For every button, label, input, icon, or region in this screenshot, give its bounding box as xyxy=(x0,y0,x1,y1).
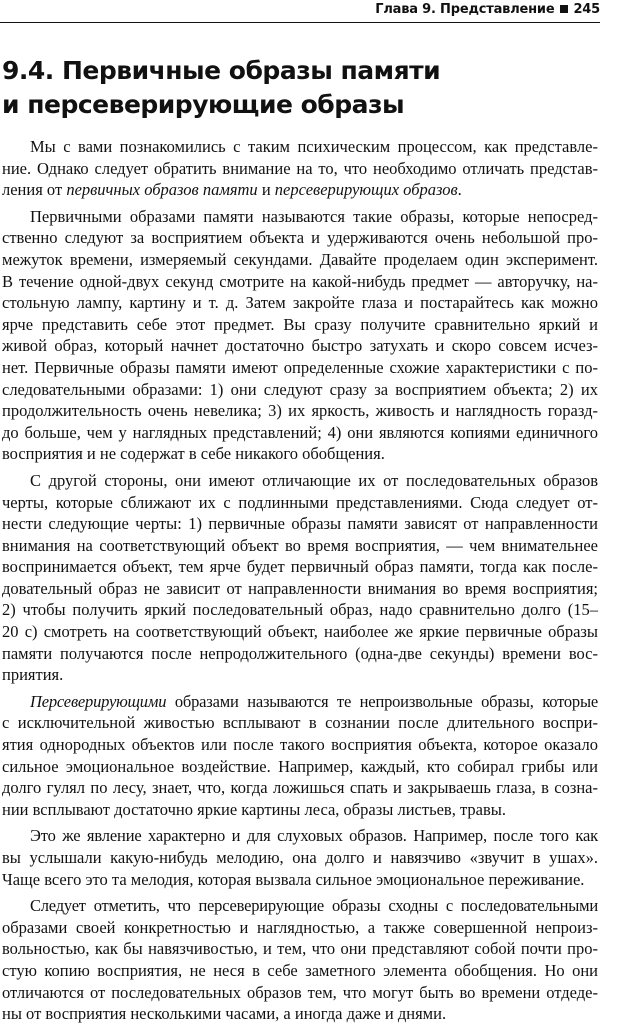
text-line: нии всплывают достаточно яркие картины леса, образы листьев, травы. xyxy=(2,799,506,819)
text-line: отличаются от последовательных образов тем, что могут быть во времени отдеде- xyxy=(2,982,598,1002)
text-line: следовательными образами: 1) они следуют сразу за восприятием объекта; 2) их xyxy=(2,379,598,399)
running-header-text xyxy=(375,2,600,17)
page-number: 245 xyxy=(573,2,600,17)
text-line: вы услышали какую-нибудь мелодию, она долго и навязчиво «звучит в ушах». xyxy=(2,848,598,867)
paragraph xyxy=(2,825,598,890)
text-line: Мы с вами познакомились с таким психическим процессом, как представле- xyxy=(30,137,598,156)
text-line: Чаще всего это та мелодия, которая вызвала сильное эмоциональное переживание. xyxy=(2,869,585,889)
text-line: 2) чтобы получить яркий последовательный образ, надо сравнительно долго (15– xyxy=(2,600,598,620)
text-line: внимания на соответствующий объект во время восприятия, — чем внимательнее xyxy=(2,535,598,555)
text-line: сильное эмоциональное воздействие. Например, каждый, кто собирал грибы или xyxy=(2,756,598,776)
running-header xyxy=(0,0,600,24)
text-line: до больше, чем у наглядных представлений; 4) они являются копиями единичного xyxy=(2,422,598,442)
header-rule xyxy=(0,22,600,23)
text-line: нет. Первичные образы памяти имеют определенные схожие характеристики с по- xyxy=(2,357,598,377)
paragraph xyxy=(2,470,598,686)
square-bullet-icon xyxy=(560,5,568,13)
text-line: восприятия и не содержат в себе никакого обобщения. xyxy=(2,444,385,464)
text-line: ярче представить себе этот предмет. Вы сразу получите сравнительно яркий и xyxy=(2,314,598,334)
paragraph xyxy=(2,895,598,1025)
text-line: черты, которые сближают их с подлинными представлениями. Сюда следует от- xyxy=(2,492,598,512)
text-line: межуток времени, измеряемый секундами. Давайте проделаем один эксперимент. xyxy=(2,249,598,269)
text-line: памяти получаются после непродолжительного (одна-две секунды) времени вос- xyxy=(2,643,598,663)
text-line: ны от восприятия несколькими часами, а иногда даже и днями. xyxy=(2,1004,447,1024)
italic-term: Персеверирующими xyxy=(30,691,167,711)
section-title-line-2: и персеверирующие образы xyxy=(2,90,405,119)
text-line: Это же явление характерно и для слуховых образов. Например, после того как xyxy=(30,826,598,846)
text-line: С другой стороны, они имеют отличающие их от последовательных образов xyxy=(30,470,598,490)
text-line: ятия однородных объектов или после такого восприятия объекта, которое оказало xyxy=(2,735,598,755)
text-line: Персеверирующими образами называются те непроизвольные образы, которые xyxy=(30,691,598,711)
text-line: Первичными образами памяти называются такие образы, которые непосред- xyxy=(30,206,598,226)
text-line: В течение одной-двух секунд смотрите на какой-нибудь предмет — авторучку, на- xyxy=(2,271,598,291)
text-line: живой образ, который начнет достаточно быстро затухать и скоро совсем исчез- xyxy=(2,336,598,356)
italic-term: персеверирующих образов xyxy=(274,180,458,200)
section-title xyxy=(2,54,582,122)
text-line: нести следующие черты: 1) первичные образы памяти зависят от направленности xyxy=(2,514,598,534)
text-line: образами своей конкретностью и наглядностью, а также совершенной непроиз- xyxy=(2,917,598,937)
text-line: ления от первичных образов памяти и персеверирующих образов. xyxy=(2,180,462,200)
paragraph xyxy=(2,136,598,201)
body-text xyxy=(2,136,598,1030)
text-line: стольную лампу, картину и т. д. Затем закройте глаза и постарайтесь как можно xyxy=(2,293,598,313)
text-line: вольностью, как бы навязчивостью, и тем, что они представляют собой почти про- xyxy=(2,939,598,959)
text-line: ственно следуют за восприятием объекта и удерживаются очень небольшой про- xyxy=(2,228,598,248)
text-line: Следует отметить, что персеверирующие образы сходны с последовательными xyxy=(30,896,598,916)
chapter-title: Глава 9. Представление xyxy=(375,2,555,17)
text-line: ние. Однако следует обратить внимание на то, что необходимо отличать представ- xyxy=(2,158,598,178)
paragraph xyxy=(2,691,598,821)
paragraph xyxy=(2,206,598,465)
text-line: продолжительность очень невелика; 3) их яркость, живость и наглядность горазд- xyxy=(2,401,598,421)
italic-term: первичных образов памяти xyxy=(66,180,258,200)
text-line: довательный образ не зависит от направленности внимания во время восприятия; xyxy=(2,578,598,598)
text-line: с исключительной живостью всплывают в сознании после длительного воспри- xyxy=(2,713,598,733)
text-line: 20 с) смотреть на соответствующий объект, наиболее же яркие первичные образы xyxy=(2,622,598,642)
text-line: долго гулял по лесу, знает, что, когда ложишься спать и закрываешь глаза, в созна- xyxy=(2,778,598,798)
section-title-line-1: 9.4. Первичные образы памяти xyxy=(2,56,441,85)
text-line: приятия. xyxy=(2,665,64,685)
text-line: стую копию восприятия, не неся в себе заметного элемента обобщения. Но они xyxy=(2,960,598,980)
text-line: воспринимается объект, тем ярче будет первичный образ памяти, тогда как после- xyxy=(2,557,598,577)
